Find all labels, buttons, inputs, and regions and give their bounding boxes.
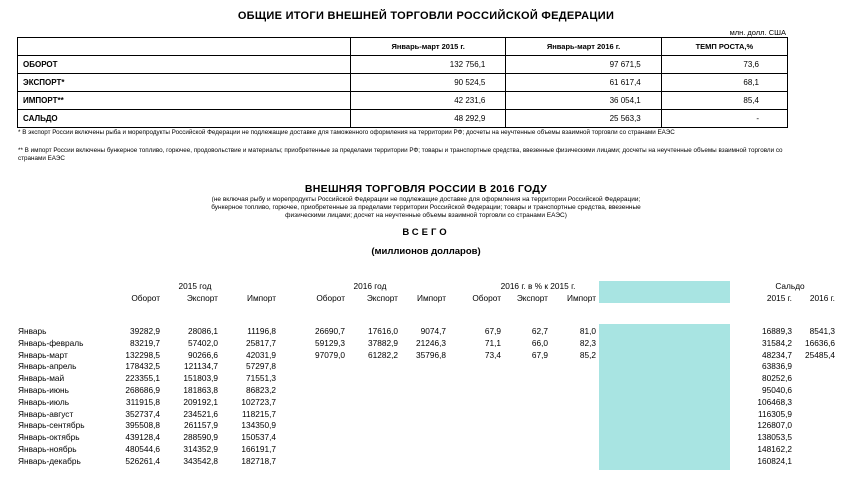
column-header: Экспорт (366, 293, 398, 303)
table-cell: 57297,8 (246, 361, 276, 372)
table-cell: 395508,8 (125, 420, 160, 431)
row-period-label: Январь-март (18, 349, 68, 360)
summary-value-2015: 42 231,6 (351, 92, 506, 110)
table-cell: 57402,0 (188, 337, 218, 348)
table-cell: 25817,7 (246, 337, 276, 348)
table-cell: 126807,0 (757, 420, 792, 431)
group-header-2015: 2015 год (178, 281, 212, 291)
row-period-label: Январь-февраль (18, 337, 84, 348)
table-cell: 343542,8 (183, 455, 218, 466)
row-period-label: Январь-декабрь (18, 455, 81, 466)
group-header-2016: 2016 год (353, 281, 387, 291)
row-period-label: Январь-октябрь (18, 432, 80, 443)
row-period-label: Январь-август (18, 408, 74, 419)
table-cell: 97079,0 (315, 349, 345, 360)
highlight-block-body (599, 324, 730, 470)
summary-value-2015: 90 524,5 (351, 74, 506, 92)
trade-2016-title: ВНЕШНЯЯ ТОРГОВЛЯ РОССИИ В 2016 ГОДУ (304, 183, 548, 195)
table-cell: 480544,6 (125, 444, 160, 454)
table-cell: 209192,1 (183, 396, 218, 407)
summary-value-2016: 25 563,3 (506, 110, 661, 128)
table-cell: 106468,3 (757, 396, 792, 407)
summary-growth: 68,1 (661, 74, 787, 92)
row-period-label: Январь-ноябрь (18, 444, 77, 454)
table-cell: 118215,7 (242, 408, 276, 419)
row-period-label: Январь (18, 326, 47, 336)
table-cell: 82,3 (579, 337, 596, 348)
column-header: Импорт (566, 293, 596, 303)
footnote-export: * В экспорт России включены рыба и морепродукты Российской Федерации не подлежащие доставке для таможенного оформления на территории РФ; досчеты на неучтенные объемы взаимной торговли со странами ЕАЭС (18, 129, 675, 136)
table-cell: 59129,3 (315, 337, 345, 348)
summary-header-row (18, 38, 788, 56)
summary-value-2015: 132 756,1 (351, 56, 506, 74)
table-cell: 85,2 (579, 349, 596, 360)
table-cell: 80252,6 (762, 373, 792, 384)
table-cell: 132298,5 (125, 349, 160, 360)
column-header: Оборот (472, 293, 501, 303)
column-header: 2015 г. (766, 293, 792, 303)
summary-header-growth: ТЕМП РОСТА,% (661, 38, 787, 56)
table-cell: 166191,7 (241, 444, 276, 454)
table-cell: 83219,7 (130, 337, 160, 348)
summary-label: ОБОРОТ (18, 56, 351, 74)
highlight-block-header (599, 281, 730, 303)
subtitle-line: бункерное топливо, горючее, приобретенные за пределами территории Российской Федерации; товары и транспортные средства, ввезенные (211, 204, 641, 212)
table-cell: 35796,8 (416, 349, 446, 360)
table-cell: 102723,7 (241, 396, 276, 407)
table-cell: 95040,6 (762, 385, 792, 395)
table-cell: 67,9 (484, 326, 501, 336)
units-heading: (миллионов долларов) (371, 246, 481, 257)
table-cell: 223355,1 (125, 373, 160, 384)
row-period-label: Январь-июль (18, 396, 70, 407)
column-header: Импорт (246, 293, 276, 303)
table-cell: 160824,1 (757, 455, 792, 466)
summary-row-import (18, 92, 788, 110)
table-cell: 181863,8 (183, 385, 218, 395)
table-cell: 8541,3 (809, 326, 835, 336)
summary-table (17, 37, 788, 128)
summary-header-2015: Январь-март 2015 г. (351, 38, 506, 56)
summary-row-export (18, 74, 788, 92)
table-cell: 261157,9 (184, 420, 218, 431)
column-header: Экспорт (516, 293, 548, 303)
column-header: Оборот (131, 293, 160, 303)
table-cell: 439128,4 (125, 432, 160, 443)
group-header-saldo: Сальдо (775, 281, 805, 291)
table-cell: 31584,2 (762, 337, 792, 348)
summary-value-2016: 61 617,4 (506, 74, 661, 92)
summary-growth: 73,6 (661, 56, 787, 74)
table-cell: 178432,5 (125, 361, 160, 372)
summary-value-2015: 48 292,9 (351, 110, 506, 128)
summary-row-turnover (18, 56, 788, 74)
table-cell: 62,7 (531, 326, 548, 336)
summary-header-blank (18, 38, 351, 56)
table-cell: 67,9 (531, 349, 548, 360)
table-cell: 81,0 (579, 326, 596, 336)
table-cell: 311915,8 (126, 396, 160, 407)
table-cell: 26690,7 (315, 326, 345, 336)
trade-2016-subtitle (0, 196, 852, 221)
table-cell: 138053,5 (757, 432, 792, 443)
footnote-import: ** В импорт России включены бункерное топливо, горючее, продовольствие и материалы; приобретенные за пределами территории РФ; товары и транспортные средства, ввезенные физическими лицами; досчеты на неучтенные объемы взаимной торговли со странами ЕАЭС (18, 147, 783, 163)
summary-growth: 85,4 (661, 92, 787, 110)
table-cell: 150537,4 (241, 432, 276, 443)
table-cell: 151803,9 (183, 373, 218, 384)
table-cell: 73,4 (484, 349, 501, 360)
table-cell: 86823,2 (246, 385, 276, 395)
table-cell: 61282,2 (368, 349, 398, 360)
column-header: Экспорт (186, 293, 218, 303)
table-cell: 71551,3 (246, 373, 276, 384)
summary-label: ЭКСПОРТ* (18, 74, 351, 92)
total-heading: ВСЕГО (402, 227, 450, 238)
column-header: 2016 г. (809, 293, 835, 303)
table-cell: 21246,3 (416, 337, 446, 348)
table-cell: 148162,2 (757, 444, 792, 454)
table-cell: 25485,4 (805, 349, 835, 360)
table-cell: 9074,7 (420, 326, 446, 336)
row-period-label: Январь-апрель (18, 361, 77, 372)
units-label: млн. долл. США (729, 28, 786, 37)
table-cell: 134350,9 (241, 420, 276, 431)
column-header: Импорт (416, 293, 446, 303)
table-cell: 234521,6 (183, 408, 218, 419)
table-cell: 37882,9 (368, 337, 398, 348)
summary-label: ИМПОРТ** (18, 92, 351, 110)
column-header: Оборот (316, 293, 345, 303)
table-cell: 352737,4 (125, 408, 160, 419)
summary-value-2016: 97 671,5 (506, 56, 661, 74)
table-cell: 11196,8 (247, 326, 276, 336)
summary-row-balance (18, 110, 788, 128)
subtitle-line: физическими лицами; досчет на неучтенные объемы взаимной торговли со странами ЕАЭС) (285, 212, 567, 220)
summary-title: ОБЩИЕ ИТОГИ ВНЕШНЕЙ ТОРГОВЛИ РОССИЙСКОЙ ФЕДЕРАЦИИ (237, 10, 615, 22)
table-cell: 116305,9 (758, 408, 792, 419)
subtitle-line: (не включая рыбу и морепродукты Российской Федерации не подлежащие доставке для оформления на территории Российской Федерации; (211, 196, 641, 203)
table-cell: 182718,7 (241, 455, 276, 466)
table-cell: 17616,0 (368, 326, 398, 336)
table-cell: 121134,7 (184, 361, 218, 372)
table-cell: 16636,6 (805, 337, 835, 348)
table-cell: 42031,9 (246, 349, 276, 360)
summary-label: САЛЬДО (18, 110, 351, 128)
table-cell: 526261,4 (125, 455, 160, 466)
summary-growth: - (661, 110, 787, 128)
table-cell: 39282,9 (130, 326, 160, 336)
row-period-label: Январь-сентябрь (18, 420, 85, 431)
table-cell: 314352,9 (183, 444, 218, 454)
table-cell: 90266,6 (188, 349, 218, 360)
table-cell: 71,1 (484, 337, 501, 348)
group-header-percent: 2016 г. в % к 2015 г. (500, 281, 576, 291)
table-cell: 66,0 (531, 337, 548, 348)
table-cell: 28086,1 (188, 326, 218, 336)
row-period-label: Январь-май (18, 373, 65, 384)
table-cell: 63836,9 (762, 361, 792, 372)
summary-value-2016: 36 054,1 (506, 92, 661, 110)
summary-header-2016: Январь-март 2016 г. (506, 38, 661, 56)
table-cell: 288590,9 (183, 432, 218, 443)
table-cell: 48234,7 (762, 349, 792, 360)
table-cell: 16889,3 (762, 326, 792, 336)
table-cell: 268686,9 (125, 385, 160, 395)
row-period-label: Январь-июнь (18, 385, 69, 395)
